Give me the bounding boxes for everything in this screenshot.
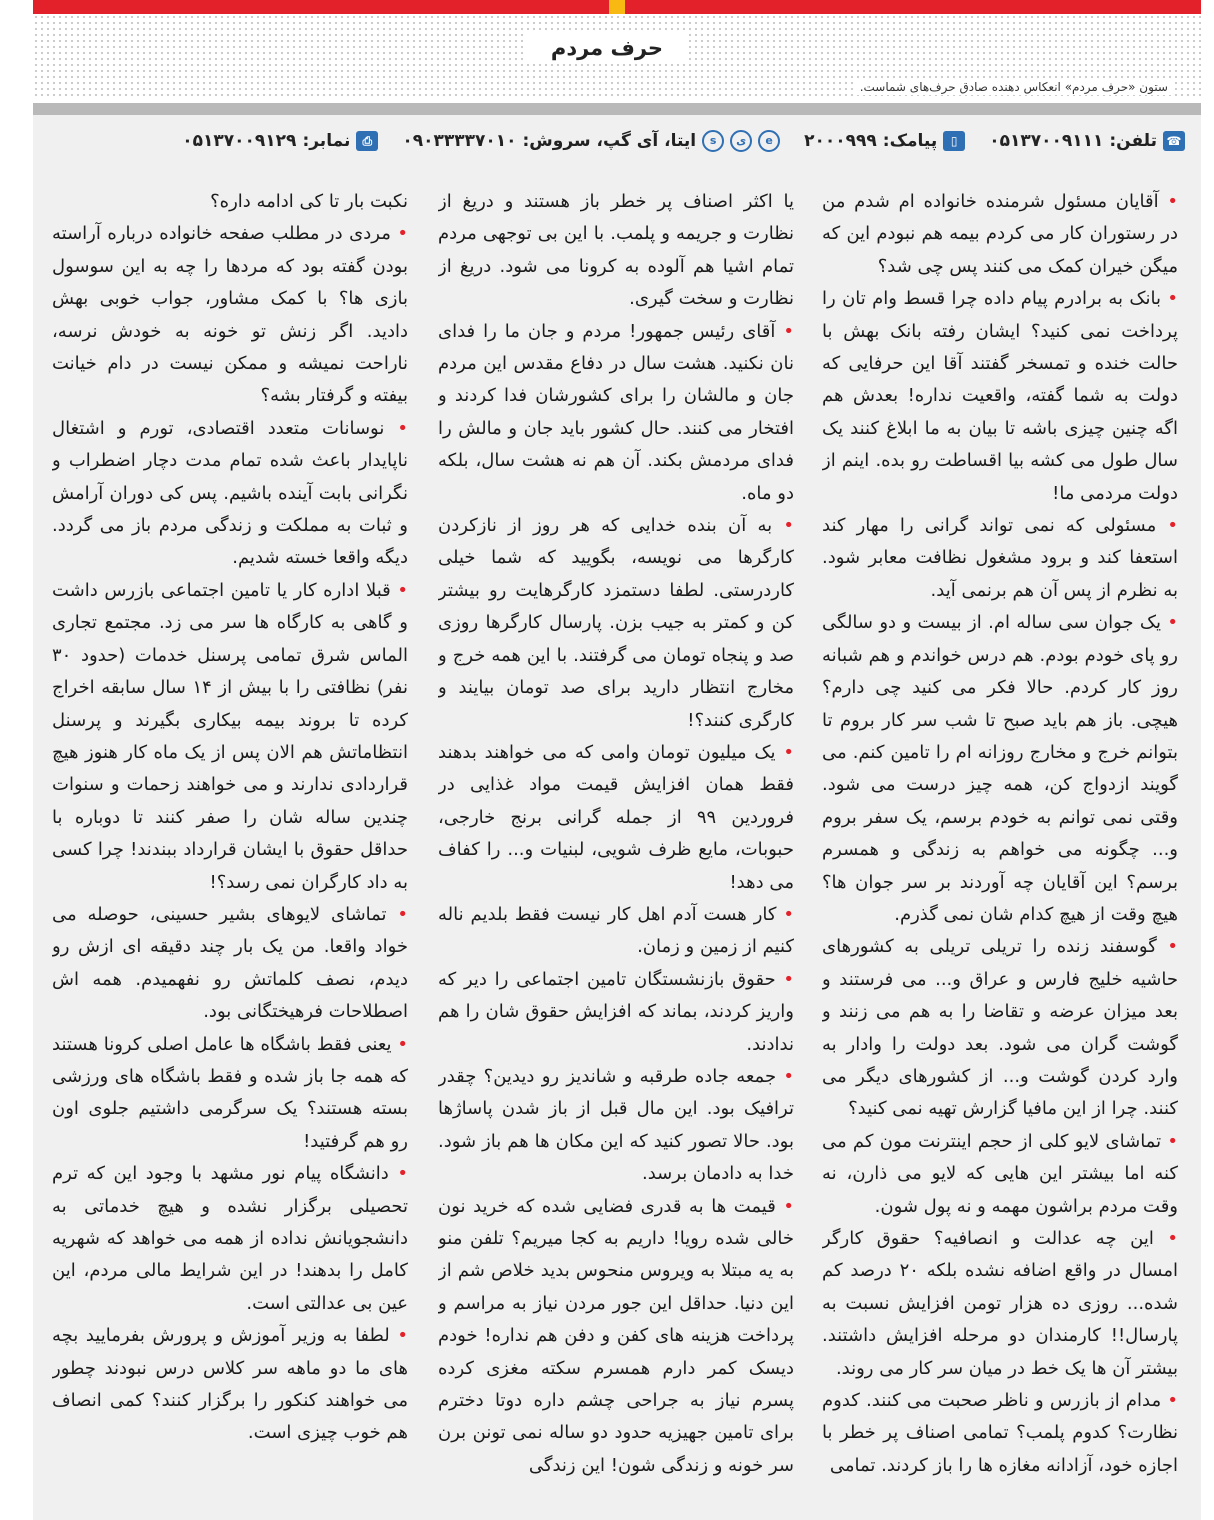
bullet-marker: •: [1161, 612, 1178, 634]
bullet-marker: •: [390, 223, 408, 245]
comment-text: آقایان مسئول شرمنده خانواده ام شدم من در رستوران کار می کردم بیمه هم نبودم این که میگن خیران کمک می کنند پس چی شد؟: [822, 191, 1178, 277]
bullet-marker: •: [1161, 1390, 1178, 1412]
header-divider: [33, 103, 1201, 115]
comment-text: یعنی فقط باشگاه ها عامل اصلی کرونا هستند که همه جا باز شده و فقط باشگاه های ورزشی بسته هستند؟ یک سرگرمی داشتیم جلوی اون رو هم گرفتید!: [52, 1033, 408, 1152]
comment-text: حقوق بازنشستگان تامین اجتماعی را دیر که واریز کردند، بماند که افزایش حقوق شان را هم ندادند.: [438, 968, 794, 1055]
reader-comment: [822, 1223, 1178, 1385]
comment-text: گوسفند زنده را تریلی تریلی به کشورهای حاشیه خلیج فارس و عراق و... می فرستند و بعد میزان عرضه و تقاضا را به هم می زنند و گوشت گران می شود. بعد دولت را وادار به وارد کردن گوشت و... از کشورهای دیگر می کنند. چرا از این مافیا گزارش تهیه نمی کنید؟: [822, 936, 1178, 1120]
apps-number: ۰۹۰۳۳۳۳۷۰۱۰: [402, 131, 517, 151]
comment-text: تماشای لایوهای بشیر حسینی، حوصله می خواد واقعا. من یک بار چند دقیقه ای ازش رو دیدم، نصف کلماتش رو نفهمیدم. همه اش اصطلاحات فرهیختگانی بود.: [52, 903, 408, 1023]
comment-text: دانشگاه پیام نور مشهد با وجود این که ترم تحصیلی برگزار نشده و هیچ خدماتی به دانشجویانش نداده از همه می خواهد که شهریه کامل را بدهند! در این شرایط مالی مردم، این عین بی عدالتی است.: [52, 1163, 408, 1314]
sms-label: پیامک:: [882, 131, 938, 151]
reader-comment: [52, 1029, 408, 1159]
comment-text: مدام از بازرس و ناظر صحبت می کنند. کدوم نظارت؟ کدوم پلمب؟ تمامی اصناف پر خطر با اجازه خود، آزادانه مغازه ها را باز کردند. تمامی: [822, 1390, 1178, 1476]
comment-text: یا اکثر اصناف پر خطر باز هستند و دریغ از نظارت و جریمه و پلمب. با این بی توجهی مردم تمام اشیا هم آلوده به کرونا می شود. دریغ از نظارت و سخت گیری.: [438, 191, 794, 310]
comment-text: قبلا اداره کار یا تامین اجتماعی بازرس داشت و گاهی به کارگاه ها سر می زد. مجتمع تجاری الماس شرق تمامی پرسنل خدمات (حدود ۳۰ نفر) نظافتی را با بیش از ۱۴ سال سابقه اخراج کرده تا بروند بیمه بیکاری بگیرند و پرسنل انتظاماتش هم الان پس از یک ماه کار هنوز هیچ قراردادی ندارند و می خواهند زحمات و سنوات چندین ساله شان را صفر کنند تا دوباره با حداقل حقوق با ایشان قرارداد ببندند! چرا کسی به داد کارگران نمی رسد؟!: [52, 579, 408, 893]
bullet-marker: •: [388, 1163, 408, 1185]
fax-icon: ⎙: [356, 131, 378, 151]
sms-number: ۲۰۰۰۹۹۹: [804, 131, 877, 151]
reader-comment: [438, 510, 794, 737]
soroush-icon: s: [702, 130, 724, 152]
mobile-phone-icon: ▯: [943, 131, 965, 151]
comment-text: آقای رئیس جمهور! مردم و جان ما را فدای نان نکنید. هشت سال در دفاع مقدس این مردم جان و مالشان را برای کشورشان فدا کردند و افتخار می کنند. حال کشور باید جان و مالش را فدای مردمش بکند. آن هم نه هشت سال، بلکه دو ماه.: [438, 320, 794, 504]
apps-label: ایتا، آی گپ، سروش:: [522, 131, 697, 151]
reader-comment: [52, 218, 408, 412]
bullet-marker: •: [775, 320, 794, 342]
reader-comment: [52, 575, 408, 899]
comment-text: یک میلیون تومان وامی که می خواهند بدهند فقط همان افزایش قیمت مواد غذایی در فروردین ۹۹ از جمله گرانی برنج خارجی، حبوبات، مایع ظرف شویی، لبنیات و... را کفاف می دهد!: [438, 741, 794, 893]
reader-comment: [822, 510, 1178, 607]
comment-text: لطفا به وزیر آموزش و پرورش بفرمایید بچه های ما دو ماهه سر کلاس درس نبودند چطور می خواهند کنکور را برگزار کنند؟ کمی انصاف هم خوب چیزی است.: [52, 1325, 408, 1444]
contact-sms: [804, 131, 965, 151]
bullet-marker: •: [1153, 1228, 1178, 1249]
contact-apps: [402, 130, 780, 152]
bullet-marker: •: [1156, 515, 1178, 537]
reader-comment: [438, 186, 794, 316]
reader-comment: [822, 1126, 1178, 1223]
phone-number: ۰۵۱۳۷۰۰۹۱۱۱: [989, 131, 1104, 151]
bullet-marker: •: [391, 1033, 408, 1055]
reader-comment: [52, 899, 408, 1029]
bullet-marker: •: [389, 1325, 408, 1347]
reader-comment: [438, 1191, 794, 1483]
bullet-marker: •: [776, 903, 794, 925]
reader-comment: [438, 899, 794, 964]
phone-label: تلفن:: [1109, 131, 1157, 151]
reader-comment: [438, 964, 794, 1061]
fax-number: ۰۵۱۳۷۰۰۹۱۲۹: [182, 131, 297, 151]
comment-text: به آن بنده خدایی که هر روز از نازکردن کارگرها می نویسه، بگویید که شما خیلی کاردرستی. لطفا دستمزد کارگرهایت رو بیشتر کن و کمتر به جیب بزن. پارسال کارگرها روزی صد و پنجاه تومان می گرفتند. با این همه خرج و مخارج انتظار دارید برای صد تومان بیایند و کارگری کنند؟!: [438, 515, 794, 731]
comment-text: نوسانات متعدد اقتصادی، تورم و اشتغال ناپایدار باعث شده تمام مدت دچار اضطراب و نگرانی بابت آینده باشیم. پس کی دوران آرامش و ثبات به مملکت و زندگی مردم باز می گردد. دیگه واقعا خسته شدیم.: [52, 417, 408, 569]
bullet-marker: •: [776, 1065, 794, 1087]
bullet-marker: •: [775, 968, 794, 990]
contact-bar: [33, 122, 1201, 160]
bullet-marker: •: [775, 741, 794, 763]
phone-icon: ☎: [1163, 131, 1185, 151]
comment-text: این چه عدالت و انصافیه؟ حقوق کارگر امسال در واقع اضافه نشده بلکه ۲۰ درصد کم شده... روزی ده هزار تومن افزایش نسبت به پارسال!! کارمندان دو مرحله افزایش داشتند. بیشتر آن ها یک خط در میان سر کار می روند.: [822, 1228, 1178, 1379]
reader-comment: [52, 1158, 408, 1320]
contact-phone: [989, 131, 1185, 151]
igap-icon: ی: [730, 130, 752, 152]
comment-text: کار هست آدم اهل کار نیست فقط بلدیم ناله کنیم از زمین و زمان.: [438, 903, 794, 958]
comment-text: قیمت ها به قدری فضایی شده که خرید نون خالی شده رویا! داریم به کجا میریم؟ تلفن منو به یه مبتلا به ویروس منحوس بدید خلاص شم از این دنیا. حداقل این جور مردن نیاز به مراسم و پرداخت هزینه های کفن و دفن هم نداره! خودم دیسک کمر دارم همسرم سکته مغزی کرده پسرم نیاز به جراحی چشم داره دوتا دخترم برای تامین جهیزیه حدود دو ساله نمی تونن برن سر خونه و زندگی شون! این زندگی: [438, 1195, 794, 1476]
bullet-marker: •: [772, 515, 794, 537]
comment-text: نکبت بار تا کی ادامه داره؟: [210, 191, 408, 212]
text-column-middle: [438, 186, 794, 1506]
section-title: حرف مردم: [527, 33, 687, 63]
bullet-marker: •: [1158, 191, 1178, 212]
reader-comment: [438, 737, 794, 899]
reader-comment: [52, 1320, 408, 1450]
comment-text: جمعه جاده طرقبه و شاندیز رو دیدین؟ چقدر ترافیک بود. این مال قبل از باز شدن پاساژها بود. حالا تصور کنید که این مکان ها هم باز شود. خدا به دادمان برسد.: [438, 1065, 794, 1185]
bullet-marker: •: [1161, 1130, 1178, 1152]
bullet-marker: •: [1156, 936, 1178, 958]
text-column-right: [822, 186, 1178, 1506]
bullet-marker: •: [386, 903, 408, 925]
fax-label: نمابر:: [302, 131, 351, 151]
reader-comment: [438, 1061, 794, 1191]
comment-text: تماشای لایو کلی از حجم اینترنت مون کم می کنه اما بیشتر این هایی که لایو می ذارن، نه وقت مردم براشون مهمه و نه پول شون.: [822, 1130, 1178, 1217]
bullet-marker: •: [1161, 288, 1178, 310]
comment-text: یک جوان سی ساله ام. از بیست و دو سالگی رو پای خودم بودم. هم درس خواندم و هم شبانه روز کار کردم. حالا فکر می کنید چی دارم؟ هیچی. باز هم باید صبح تا شب سر کار بروم تا بتوانم خرج و مخارج روزانه ام را تامین کنم. می گویند ازدواج کن، همه چیز درست می شود. وقتی نمی توانم به خودم برسم، یک سفر بروم و... چگونه می خواهم به زندگی و همسرم برسم؟ این آقایان چه آوردند بر سر جوان ها؟ هیچ وقت از هیچ کدام شان نمی گذرم.: [822, 612, 1178, 925]
text-column-left: [52, 186, 408, 1506]
contact-fax: [182, 131, 378, 151]
reader-comment: [822, 283, 1178, 510]
reader-comment: [438, 316, 794, 510]
reader-comment: [822, 186, 1178, 283]
section-subtitle: ستون «حرف مردم» انعکاس دهنده صادق حرف‌های شماست.: [856, 79, 1172, 95]
bullet-marker: •: [390, 579, 408, 601]
bullet-marker: •: [775, 1195, 794, 1217]
eitaa-icon: e: [758, 130, 780, 152]
reader-comment: [822, 931, 1178, 1125]
comment-text: بانک به برادرم پیام داده چرا قسط وام تان را پرداخت نمی کنید؟ ایشان رفته بانک بهش با حالت خنده و تمسخر گفتند آقا این حرفایی که دولت به شما گفته، واقعیت نداره! بعدش هم اگه چنین چیزی باشه تا بیان به ما ابلاغ کنند یک سال طول می کشه بیا اقساطت رو بده. اینم از دولت مردمی ما!: [822, 288, 1178, 504]
reader-comment: [52, 186, 408, 218]
reader-comment: [822, 607, 1178, 931]
comment-text: مردی در مطلب صفحه خانواده درباره آراسته بودن گفته بود که مردها را چه به این سوسول بازی ها؟ با کمک مشاور، جواب خوبی بهش دادید. اگر زنش تو خونه به خودش نرسه، ناراحت نمیشه و ممکن نیست در دام خیانت بیفته و گرفتار بشه؟: [52, 223, 408, 407]
reader-comment: [52, 413, 408, 575]
comment-text: مسئولی که نمی تواند گرانی را مهار کند استعفا کند و برود مشغول نظافت معابر شود. به نظرم از پس آن هم برنمی آید.: [822, 515, 1178, 601]
reader-comment: [822, 1385, 1178, 1482]
bullet-marker: •: [384, 417, 408, 439]
